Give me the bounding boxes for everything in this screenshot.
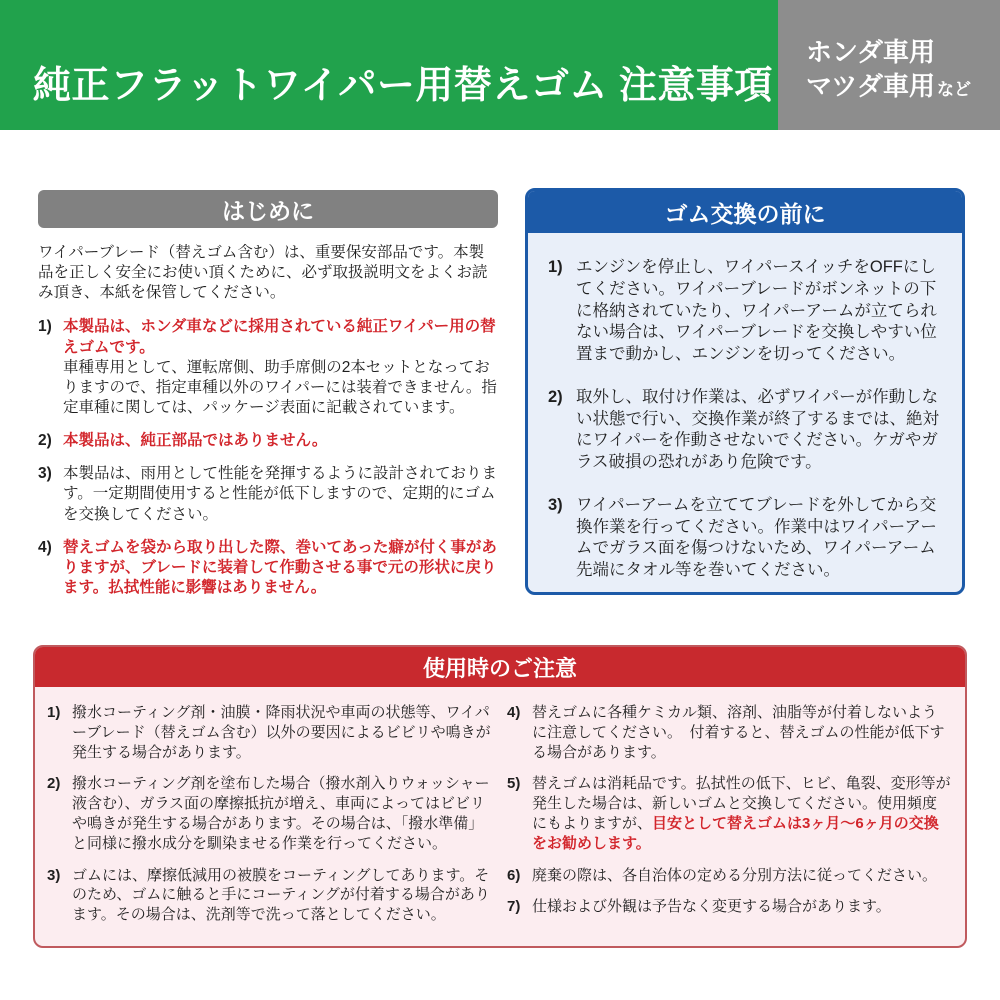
- item-number: 1): [38, 318, 52, 336]
- usage-item-1: [47, 703, 491, 762]
- badge-suffix: など: [936, 79, 971, 99]
- usage-item-7: [507, 897, 951, 917]
- item-text-red: 本製品は、純正部品ではありません。: [63, 432, 328, 450]
- item-number: 2): [38, 432, 52, 450]
- item-text-black: 替えゴムは消耗品です。払拭性の低下、ヒビ、亀裂、変形等が発生した場合は、新しいゴムと交換してください。使用頻度にもよりますが、: [532, 775, 951, 832]
- section-usage-cautions: [33, 645, 967, 948]
- item-text: [72, 866, 491, 925]
- item-number: 4): [507, 704, 521, 721]
- item-text: [63, 464, 498, 524]
- usage-right-column: [507, 703, 951, 925]
- item-text: [532, 897, 951, 917]
- intro-list: [38, 317, 498, 598]
- item-text-black: 仕様および外観は予告なく変更する場合があります。: [532, 898, 891, 916]
- intro-item-4: [38, 538, 498, 598]
- usage-heading: 使用時のご注意: [422, 655, 577, 681]
- item-text-red: 目安として替えゴムは3ヶ月～6ヶ月の交換をお勧めします。: [532, 814, 939, 852]
- item-text-black: 本製品は、雨用として性能を発揮するように設計されております。一定期間使用すると性能が低下しますので、定期的にゴムを交換してください。: [63, 465, 498, 523]
- item-text: エンジンを停止し、ワイパースイッチをOFFにしてください。ワイパーブレードがボンネットの下に格納されていたり、ワイパーアームが立てられない場合は、ワイパーブレードを交換しやすい位置まで動かし、エンジンを切ってください。: [576, 258, 937, 364]
- item-number: 7): [507, 898, 521, 916]
- item-text: 取外し、取付け作業は、必ずワイパーが作動しない状態で行い、交換作業が終了するまでは、絶対にワイパーを作動させないでください。ケガやガラス破損の恐れがあり危険です。: [576, 387, 939, 472]
- before-replace-list: [528, 233, 962, 582]
- item-text: [532, 774, 951, 853]
- item-number: 4): [38, 538, 52, 556]
- usage-heading-bar: [35, 647, 965, 687]
- item-number: 6): [507, 866, 521, 884]
- item-text-red: 本製品は、ホンダ車などに採用されている純正ワイパー用の替えゴムです。: [63, 318, 496, 356]
- item-text-black: 撥水コーティング剤・油膜・降雨状況や車両の状態等、ワイパーブレード（替えゴム含む）以外の要因によるビビリや鳴きが発生する場合があります。: [72, 704, 491, 761]
- badge-line-mazda-text: マツダ車用: [806, 70, 935, 101]
- item-text: [63, 317, 498, 418]
- before-item-2: [548, 387, 946, 474]
- usage-item-3: [47, 866, 491, 925]
- usage-item-5: [507, 774, 951, 853]
- item-text-black: ゴムには、摩擦低減用の被膜をコーティングしてあります。そのため、ゴムに触ると手にコーティングが付着する場合があります。その場合は、洗剤等で洗って落としてください。: [72, 866, 490, 924]
- item-text-black: 廃棄の際は、各自治体の定める分別方法に従ってください。: [532, 866, 938, 884]
- item-text: [72, 774, 491, 853]
- intro-lead-paragraph: ワイパーブレード（替えゴム含む）は、重要保安部品です。本製品を正しく安全にお使い頂くために、必ず取扱説明文をよくお読み頂き、本紙を保管してください。: [38, 244, 488, 302]
- item-number: 3): [38, 465, 52, 483]
- item-text-red: 替えゴムを袋から取り出した際、巻いてあった癖が付く事がありますが、ブレードに装着して作動させる事で元の形状に戻ります。払拭性能に影響はありません。: [63, 538, 497, 596]
- item-text: [63, 431, 498, 451]
- before-replace-heading: ゴム交換の前に: [664, 200, 826, 227]
- badge-line-mazda: [806, 70, 1000, 104]
- item-text-black: 車種専用として、運転席側、助手席側の2本セットとなっておりますので、指定車種以外のワイパーには装着できません。指定車種に関しては、パッケージ表面に記載されています。: [63, 358, 497, 416]
- item-text-black: 撥水コーティング剤を塗布した場合（撥水剤入りウォッシャー液含む）、ガラス面の摩擦抵抗が増え、車両によってはビビリや鳴きが発生する場合があります。その場合は、「撥水準備」と同様に撥水成分を馴染ませる作業を行ってください。: [72, 775, 490, 852]
- intro-item-3: [38, 464, 498, 524]
- usage-left-column: [47, 703, 491, 925]
- item-text: [532, 866, 951, 886]
- item-number: 5): [507, 775, 521, 793]
- page-title: 純正フラットワイパー用替えゴム 注意事項: [33, 64, 773, 107]
- item-number: 2): [548, 387, 563, 406]
- item-number: 2): [47, 775, 61, 793]
- item-number: 3): [47, 866, 61, 884]
- intro-heading: はじめに: [222, 197, 314, 224]
- item-number: 1): [548, 258, 563, 276]
- usage-item-6: [507, 866, 951, 886]
- before-item-1: [548, 257, 946, 366]
- header-banner: [0, 0, 778, 130]
- item-text-black: 替えゴムに各種ケミカル類、溶剤、油脂等が付着しないように注意してください。 付着すると、替えゴムの性能が低下する場合があります。: [532, 704, 945, 761]
- usage-item-4: [507, 703, 951, 762]
- before-item-3: [548, 495, 946, 582]
- usage-item-2: [47, 774, 491, 853]
- item-number: 1): [47, 704, 61, 721]
- badge-line-honda: ホンダ車用: [806, 37, 935, 67]
- item-text: ワイパーアームを立ててブレードを外してから交換作業を行ってください。作業中はワイパーアームでガラス面を傷つけないため、ワイパーアーム先端にタオル等を巻いてください。: [576, 495, 937, 580]
- intro-heading-bar: [38, 190, 498, 228]
- usage-body: [35, 687, 965, 925]
- item-text: [63, 538, 498, 598]
- section-intro: [38, 190, 498, 598]
- item-text: [532, 703, 951, 762]
- item-number: 3): [548, 495, 563, 514]
- section-before-replace: [525, 188, 965, 595]
- vehicle-compat-badge: [778, 0, 1000, 130]
- intro-item-1: [38, 317, 498, 418]
- intro-item-2: [38, 431, 498, 451]
- before-replace-heading-bar: [528, 191, 962, 233]
- item-text: [72, 703, 491, 762]
